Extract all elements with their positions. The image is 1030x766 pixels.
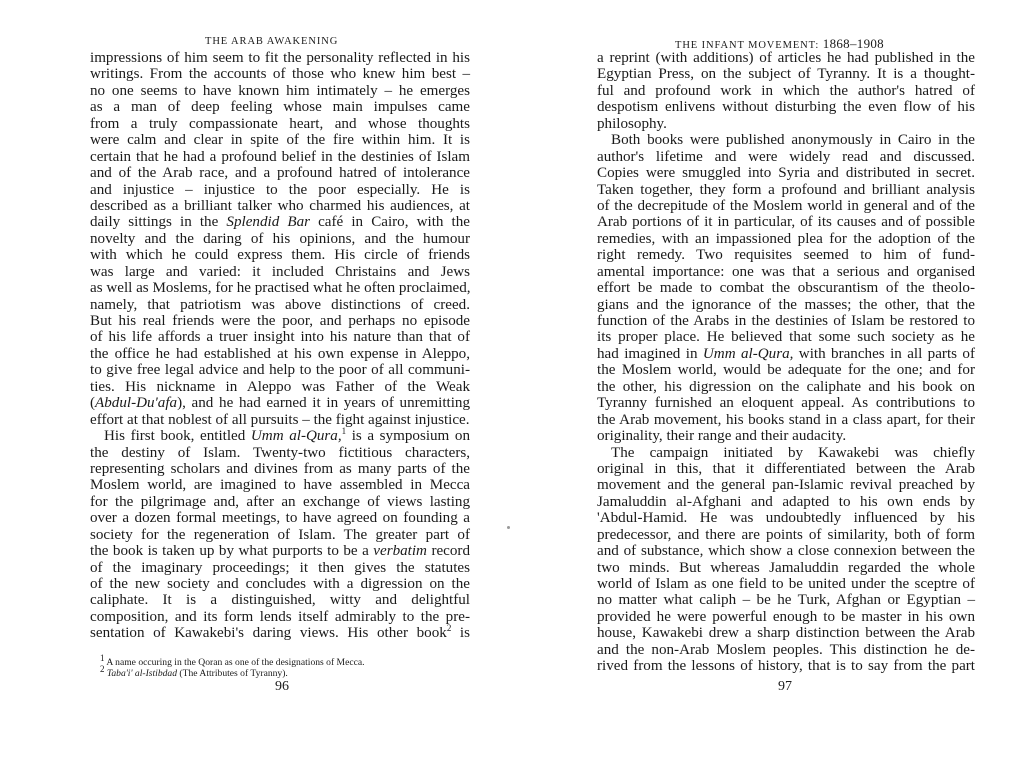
- text-line: [597, 494, 975, 510]
- text-run: A name occuring in the Qoran as one of the designations of Mecca.: [104, 657, 365, 668]
- footnotes: [100, 652, 460, 679]
- text-line: [597, 477, 975, 493]
- text-run: is a symposium on: [346, 428, 470, 445]
- text-line: [90, 99, 470, 115]
- text-run: philosophy.: [597, 115, 667, 132]
- text-run: composition, and its form lends itself admirably to the pre-: [90, 608, 470, 625]
- text-run: the destiny of Islam. Twenty-two fictitious characters,: [90, 444, 470, 461]
- text-line: [90, 264, 470, 280]
- italic-text: Umm al-Qura,: [250, 428, 342, 445]
- text-run: as a man of deep feeling whose main impulses came: [90, 99, 470, 116]
- text-line: [90, 313, 470, 329]
- text-line: [90, 198, 470, 214]
- footnote-marker: 1: [341, 426, 347, 437]
- text-line: [597, 297, 975, 313]
- text-run: impressions of him seem to fit the personality reflected in his: [90, 50, 470, 66]
- text-run: from a truly compassionate heart, and whose thoughts: [90, 115, 470, 132]
- footnote-marker: 2: [100, 663, 105, 674]
- text-run: described as a brilliant talker who charmed his audiences, at: [90, 197, 470, 214]
- text-run: right remedy. Two requisites seemed to him of fund-: [597, 247, 975, 264]
- text-run: of the decrepitude of the Moslem world in general and of the: [597, 197, 975, 214]
- text-line: [597, 116, 975, 132]
- text-line: [597, 510, 975, 526]
- page-number: 97: [778, 679, 792, 694]
- text-run: His first book, entitled: [104, 428, 251, 445]
- right-page: [515, 0, 1030, 766]
- text-line: [597, 66, 975, 82]
- text-run: Both books were published anonymously in Cairo in the: [611, 132, 975, 149]
- text-run: of the new society and concludes with a digression on the: [90, 576, 470, 592]
- footnote: [100, 663, 460, 679]
- text-line: [90, 297, 470, 313]
- text-line: [90, 527, 470, 543]
- text-run: is: [451, 625, 471, 642]
- text-line: [90, 182, 470, 198]
- text-line: [597, 99, 975, 115]
- text-line: [90, 379, 470, 395]
- text-run: Taken together, they form a profound and brilliant analysis: [597, 181, 975, 198]
- text-line: [597, 165, 975, 181]
- text-run: the other, his digression on the caliphate and his book on: [597, 378, 975, 395]
- text-line: [90, 560, 470, 576]
- text-line: [90, 428, 470, 444]
- text-line: [90, 149, 470, 165]
- text-run: society for the regeneration of Islam. The greater part of: [90, 526, 470, 543]
- text-run: certain that he had a profound belief in the destinies of Islam: [90, 148, 470, 165]
- text-run: record: [426, 543, 470, 560]
- text-run: and of the Arab race, and a profound hatred of intolerance: [90, 165, 470, 182]
- text-run: amental importance: one was that a serious and organised: [597, 263, 975, 280]
- text-run: Copies were smuggled into Syria and distributed in secret.: [597, 165, 975, 182]
- text-run: ), and he had earned it in years of unremitting: [177, 395, 470, 412]
- text-run: effort be made to combat the obscurantism of the theolo-: [597, 280, 975, 297]
- text-line: [597, 149, 975, 165]
- running-head-years: 1868–1908: [822, 36, 884, 51]
- text-run: remedies, with an impassioned plea for the adoption of the: [597, 230, 975, 247]
- text-line: [90, 510, 470, 526]
- footnote: [100, 652, 460, 668]
- text-line: [597, 198, 975, 214]
- text-run: novelty and the daring of his opinions, and the humour: [90, 230, 470, 247]
- text-run: representing scholars and divines from as many parts of the: [90, 460, 470, 477]
- text-line: [597, 231, 975, 247]
- running-head-title: THE INFANT MOVEMENT:: [675, 40, 823, 51]
- text-line: [597, 428, 975, 444]
- text-run: as well as Moslems, for he practised what he often proclaimed,: [90, 280, 471, 297]
- text-run: its proper place. He believed that some such society as he: [597, 329, 975, 346]
- text-run: movement and the general pan-Islamic revival preached by: [597, 477, 975, 494]
- text-line: [90, 50, 470, 66]
- text-line: [597, 642, 975, 658]
- text-run: and of substance, which show a close connexion between the: [597, 543, 975, 560]
- text-run: for the pilgrimage and, after an exchange of views lasting: [90, 493, 470, 510]
- text-run: (: [90, 395, 96, 412]
- text-run: the office he had established at his own expense in Aleppo,: [90, 345, 470, 362]
- text-line: [90, 543, 470, 559]
- body-text: [597, 50, 975, 675]
- text-line: [90, 280, 470, 296]
- text-line: [597, 625, 975, 641]
- text-run: the Moslem world, would be adequate for the one; and for: [597, 362, 975, 379]
- text-run: ties. His nickname in Aleppo was Father of the Weak: [90, 378, 470, 395]
- text-line: [90, 477, 470, 493]
- text-line: [90, 132, 470, 148]
- italic-text: verbatim: [373, 543, 427, 560]
- text-run: of the imaginary proceedings; it then gives the statutes: [90, 559, 470, 576]
- text-run: Jamaluddin al-Afghani and adapted to his own ends by: [597, 493, 975, 510]
- text-line: [90, 116, 470, 132]
- text-line: [597, 609, 975, 625]
- text-run: a reprint (with additions) of articles he had published in the: [597, 50, 975, 66]
- text-run: writings. From the accounts of those who knew him best –: [90, 66, 470, 83]
- text-line: [597, 214, 975, 230]
- text-line: [597, 658, 975, 674]
- text-line: [597, 576, 975, 592]
- text-line: [597, 412, 975, 428]
- text-run: despotism enlivens without disturbing the even flow of his: [597, 99, 975, 116]
- text-line: [597, 280, 975, 296]
- text-line: [90, 329, 470, 345]
- text-line: [597, 461, 975, 477]
- text-line: [90, 592, 470, 608]
- text-line: [597, 560, 975, 576]
- text-run: (The Attributes of Tyranny).: [177, 668, 288, 679]
- text-line: [597, 362, 975, 378]
- text-line: [90, 362, 470, 378]
- text-run: with which he could express them. His circle of friends: [90, 247, 470, 264]
- text-line: [597, 379, 975, 395]
- text-line: [90, 576, 470, 592]
- text-run: no one seems to have known him intimately – he emerges: [90, 82, 470, 99]
- text-run: over a dozen formal meetings, to have agreed on founding a: [90, 510, 470, 527]
- text-run: was large and varied: it included Christains and Jews: [90, 263, 470, 280]
- text-run: the book is taken up by what purports to be a: [90, 543, 374, 560]
- text-run: daily sittings in the: [90, 214, 227, 231]
- text-run: namely, that patriotism was above distinctions of creed.: [90, 296, 470, 313]
- text-line: [90, 346, 470, 362]
- italic-text: Taba'i' al-Istibdad: [106, 668, 178, 679]
- text-line: [597, 132, 975, 148]
- text-line: [90, 165, 470, 181]
- text-run: Moslem world, are imagined to have assembled in Mecca: [90, 477, 470, 494]
- text-line: [597, 445, 975, 461]
- text-run: were calm and clear in spite of the fire within him. It is: [90, 132, 470, 149]
- text-run: to give free legal advice and help to the poor of all communi-: [90, 362, 470, 379]
- text-run: But his real friends were the poor, and perhaps no episode: [90, 313, 470, 329]
- text-run: gians and the ignorance of the masses; the other, that the: [597, 296, 975, 313]
- text-line: [90, 625, 470, 641]
- text-line: [597, 592, 975, 608]
- text-line: [90, 494, 470, 510]
- text-run: originality, their range and their audacity.: [597, 428, 847, 445]
- text-run: author's lifetime and were widely read and discussed.: [597, 148, 975, 165]
- text-run: ful and profound work in which the author's hatred of: [597, 82, 975, 99]
- scan-speck: [507, 526, 510, 529]
- text-line: [597, 247, 975, 263]
- text-line: [597, 264, 975, 280]
- text-line: [597, 50, 975, 66]
- footnote-marker: 2: [446, 623, 452, 634]
- text-line: [90, 247, 470, 263]
- text-run: provided he were powerful enough to be master in his own: [597, 608, 975, 625]
- text-run: and injustice – injustice to the poor especially. He is: [90, 181, 470, 198]
- text-line: [597, 329, 975, 345]
- text-line: [90, 231, 470, 247]
- text-line: [90, 412, 470, 428]
- text-line: [90, 83, 470, 99]
- text-run: 'Abdul-Hamid. He was undoubtedly influenced by his: [597, 510, 975, 527]
- text-run: with branches in all parts of: [793, 345, 975, 362]
- text-run: The campaign initiated by Kawakebi was chiefly: [611, 444, 975, 461]
- text-run: effort at that noblest of all pursuits – the fight against injustice.: [90, 411, 470, 428]
- italic-text: Umm al-Qura,: [702, 345, 794, 362]
- text-run: caliphate. It is a distinguished, witty and delightful: [90, 592, 470, 609]
- text-run: sentation of Kawakebi's daring views. His other book: [90, 625, 447, 642]
- text-line: [90, 461, 470, 477]
- running-head: THE ARAB AWAKENING: [205, 36, 339, 47]
- text-line: [597, 543, 975, 559]
- text-run: of his life affords a truer insight into his nature than that of: [90, 329, 470, 346]
- text-line: [597, 313, 975, 329]
- text-line: [597, 395, 975, 411]
- text-line: [90, 609, 470, 625]
- text-run: rived from the lessons of history, that is to say from the part: [597, 658, 975, 675]
- text-run: had imagined in: [597, 345, 703, 362]
- text-run: Tyranny furnished an eloquent appeal. As contributions to: [597, 395, 975, 412]
- text-line: [597, 527, 975, 543]
- text-line: [597, 83, 975, 99]
- text-run: house, Kawakebi drew a sharp distinction between the Arab: [597, 625, 975, 642]
- text-run: original in this, that it differentiated between the Arab: [597, 460, 975, 477]
- text-run: world of Islam as one field to be united under the sceptre of: [597, 576, 975, 592]
- text-run: predecessor, and there are points of similarity, both of form: [597, 526, 975, 543]
- footnote-marker: 1: [100, 652, 105, 663]
- text-line: [597, 346, 975, 362]
- text-run: Egyptian Press, on the subject of Tyranny. It is a thought-: [597, 66, 975, 83]
- text-line: [597, 182, 975, 198]
- text-line: [90, 445, 470, 461]
- text-run: function of the Arabs in the destinies of Islam be restored to: [597, 313, 975, 329]
- text-run: no matter what caliph – be he Turk, Afghan or Egyptian –: [597, 592, 975, 609]
- text-run: café in Cairo, with the: [310, 214, 470, 231]
- text-line: [90, 214, 470, 230]
- text-run: and the non-Arab Moslem peoples. This distinction he de-: [597, 641, 975, 658]
- italic-text: Splendid Bar: [226, 214, 310, 231]
- text-line: [90, 66, 470, 82]
- text-run: two minds. But whereas Jamaluddin regarded the whole: [597, 559, 975, 576]
- body-text: [90, 50, 470, 642]
- text-line: [90, 395, 470, 411]
- italic-text: Abdul-Du'afa: [95, 395, 178, 412]
- text-run: the Arab movement, his books stand in a class apart, for their: [597, 411, 975, 428]
- page-number: 96: [275, 679, 289, 694]
- text-run: Arab portions of it in particular, of its causes and of possible: [597, 214, 975, 231]
